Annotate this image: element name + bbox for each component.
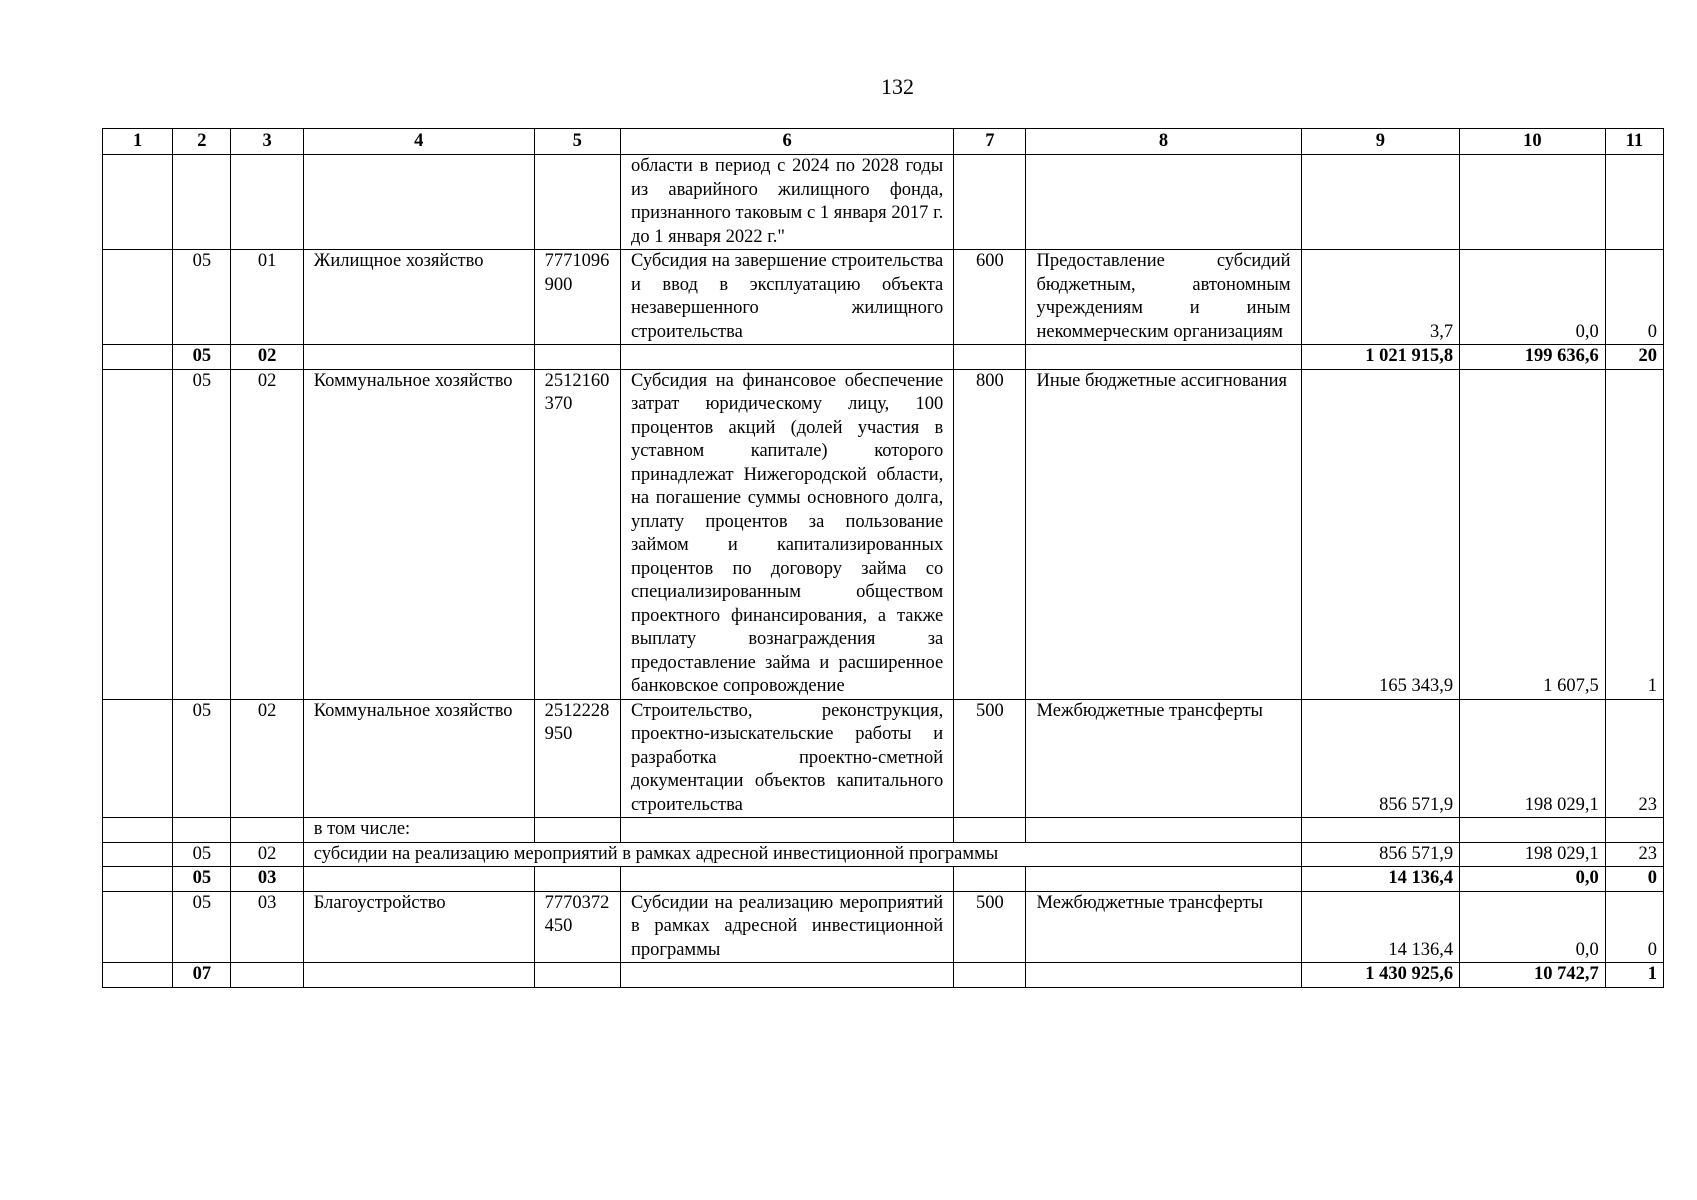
amount-col10: 10 742,7 — [1460, 963, 1606, 988]
subsection-code: 02 — [231, 842, 303, 867]
expense-type-name: Иные бюджетные ассигнования — [1026, 369, 1301, 699]
amount-col11: 1 — [1605, 963, 1663, 988]
section-code: 05 — [173, 842, 231, 867]
target-article-code: 2512228950 — [534, 699, 620, 818]
expense-type-name: Межбюджетные трансферты — [1026, 891, 1301, 963]
amount-col9: 1 021 915,8 — [1301, 345, 1460, 370]
section-code: 05 — [173, 345, 231, 370]
amount-col10: 0,0 — [1460, 867, 1606, 892]
target-article-code: 2512160370 — [534, 369, 620, 699]
subsection-code: 03 — [231, 867, 303, 892]
purpose-cell: Субсидия на финансовое обеспечение затрат юридическому лицу, 100 процентов акций (долей участия в уставном капитале) которого принадлежат Нижегородской области, на погашение суммы основного долга, уплату процентов за пользование займом и капитализированных процентов по договору займа со специализированным обществом проектного финансирования, а также выплату вознаграждения за предоставление займа и расширенное банковское сопровождение — [620, 369, 953, 699]
table-row — [103, 891, 1664, 963]
subsection-code: 01 — [231, 250, 303, 345]
subsection-name: Коммунальное хозяйство — [303, 369, 534, 699]
section-code: 05 — [173, 699, 231, 818]
purpose-cell: Субсидии на реализацию мероприятий в рамках адресной инвестиционной программы — [620, 891, 953, 963]
header-cell: 5 — [534, 129, 620, 155]
amount-col9: 165 343,9 — [1301, 369, 1460, 699]
header-cell: 2 — [173, 129, 231, 155]
amount-col11: 0 — [1605, 250, 1663, 345]
table-row — [103, 155, 1664, 250]
subtotal-row — [103, 345, 1664, 370]
subsection-name: Жилищное хозяйство — [303, 250, 534, 345]
target-article-code: 7770372450 — [534, 891, 620, 963]
table-row — [103, 818, 1664, 843]
including-label: в том числе: — [303, 818, 534, 843]
table-row — [103, 369, 1664, 699]
header-cell: 9 — [1301, 129, 1460, 155]
expense-type-code: 600 — [954, 250, 1026, 345]
section-total-row — [103, 963, 1664, 988]
amount-col10: 198 029,1 — [1460, 699, 1606, 818]
expense-type-name: Предоставление субсидий бюджетным, автономным учреждениям и иным некоммерческим организациям — [1026, 250, 1301, 345]
header-cell: 6 — [620, 129, 953, 155]
subsection-code: 02 — [231, 345, 303, 370]
section-code: 07 — [173, 963, 231, 988]
header-cell: 8 — [1026, 129, 1301, 155]
header-cell: 10 — [1460, 129, 1606, 155]
subsection-code: 03 — [231, 891, 303, 963]
section-code: 05 — [173, 250, 231, 345]
section-code: 05 — [173, 867, 231, 892]
amount-col10: 0,0 — [1460, 891, 1606, 963]
amount-col9: 1 430 925,6 — [1301, 963, 1460, 988]
purpose-cell: Субсидия на завершение строительства и ввод в эксплуатацию объекта незавершенного жилищного строительства — [620, 250, 953, 345]
header-cell: 3 — [231, 129, 303, 155]
amount-col10: 0,0 — [1460, 250, 1606, 345]
amount-col11: 0 — [1605, 891, 1663, 963]
amount-col9: 14 136,4 — [1301, 867, 1460, 892]
amount-col9: 856 571,9 — [1301, 842, 1460, 867]
amount-col9: 3,7 — [1301, 250, 1460, 345]
header-cell: 1 — [103, 129, 173, 155]
table-row — [103, 842, 1664, 867]
expense-type-code: 800 — [954, 369, 1026, 699]
amount-col11: 20 — [1605, 345, 1663, 370]
amount-col11: 1 — [1605, 369, 1663, 699]
budget-table — [102, 128, 1664, 988]
expense-type-code: 500 — [954, 891, 1026, 963]
amount-col11: 23 — [1605, 842, 1663, 867]
header-cell: 4 — [303, 129, 534, 155]
amount-col11: 0 — [1605, 867, 1663, 892]
page-number: 132 — [881, 74, 914, 99]
subsidy-description: субсидии на реализацию мероприятий в рамках адресной инвестиционной программы — [303, 842, 1301, 867]
subtotal-row — [103, 867, 1664, 892]
header-cell: 11 — [1605, 129, 1663, 155]
amount-col11: 23 — [1605, 699, 1663, 818]
expense-type-code: 500 — [954, 699, 1026, 818]
purpose-cell: Строительство, реконструкция, проектно-изыскательские работы и разработка проектно-сметной документации объектов капитального строительства — [620, 699, 953, 818]
expense-type-name: Межбюджетные трансферты — [1026, 699, 1301, 818]
amount-col9: 14 136,4 — [1301, 891, 1460, 963]
table-row — [103, 250, 1664, 345]
section-code: 05 — [173, 369, 231, 699]
amount-col9: 856 571,9 — [1301, 699, 1460, 818]
section-code: 05 — [173, 891, 231, 963]
subsection-name: Благоустройство — [303, 891, 534, 963]
amount-col10: 1 607,5 — [1460, 369, 1606, 699]
subsection-code: 02 — [231, 369, 303, 699]
amount-col10: 199 636,6 — [1460, 345, 1606, 370]
purpose-cell: области в период с 2024 по 2028 годы из аварийного жилищного фонда, признанного таковым с 1 января 2017 г. до 1 января 2022 г." — [620, 155, 953, 250]
header-row — [103, 129, 1664, 155]
subsection-code: 02 — [231, 699, 303, 818]
amount-col10: 198 029,1 — [1460, 842, 1606, 867]
table-row — [103, 699, 1664, 818]
target-article-code: 7771096900 — [534, 250, 620, 345]
header-cell: 7 — [954, 129, 1026, 155]
subsection-name: Коммунальное хозяйство — [303, 699, 534, 818]
